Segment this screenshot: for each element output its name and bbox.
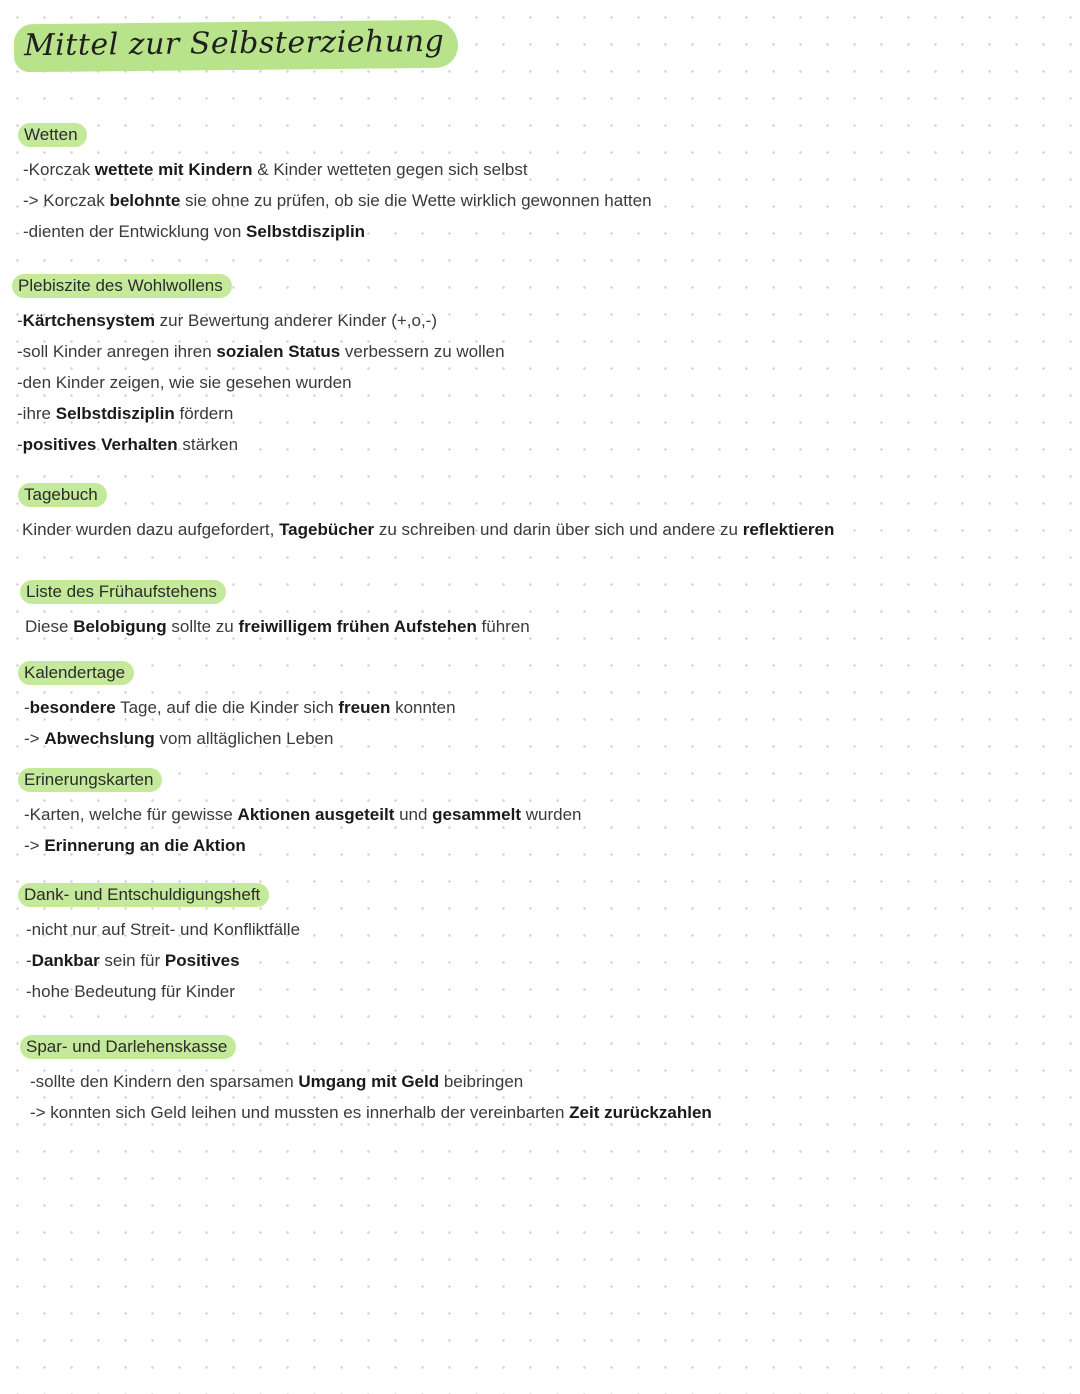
bold-text: Umgang mit Geld (298, 1072, 440, 1091)
text-segment: Tage, auf die die Kinder sich (115, 698, 339, 717)
text-segment: und (394, 805, 433, 824)
text-line (12, 398, 505, 429)
bold-text: gesammelt (432, 805, 521, 824)
bold-text: freiwilligem frühen Aufstehen (238, 617, 477, 636)
bold-text: Tagebücher (279, 520, 375, 539)
text-line (12, 336, 505, 367)
bold-text: Abwechslung (44, 729, 155, 748)
text-line (18, 830, 581, 861)
text-line (12, 305, 505, 336)
text-segment: -> Korczak (23, 191, 110, 210)
text-line (12, 429, 505, 460)
section-heading: Liste des Frühaufstehens (20, 580, 226, 604)
bold-text: Belobigung (73, 617, 167, 636)
text-segment: wurden (521, 805, 582, 824)
section-erinerungskarten (18, 768, 581, 861)
text-segment: Diese (25, 617, 74, 636)
text-segment: fördern (174, 404, 234, 423)
text-segment: -nicht nur auf Streit- und Konfliktfälle (26, 920, 301, 939)
text-segment: -dienten der Entwicklung von (23, 222, 247, 241)
bold-text: Kärtchensystem (22, 311, 155, 330)
text-line (18, 154, 652, 185)
text-segment: stärken (177, 435, 239, 454)
text-segment: -> konnten sich Geld leihen und mussten es innerhalb der vereinbarten (30, 1103, 570, 1122)
text-segment: zur Bewertung anderer Kinder (+,o,-) (154, 311, 438, 330)
section-tagebuch (18, 483, 834, 545)
section-fruehaufstehen (20, 580, 530, 642)
text-segment: konnten (390, 698, 456, 717)
text-segment: beibringen (439, 1072, 524, 1091)
text-line (18, 914, 300, 945)
text-line (20, 611, 530, 642)
bold-text: positives Verhalten (22, 435, 178, 454)
section-dankheft (18, 883, 300, 1007)
section-heading: Spar- und Darlehenskasse (20, 1035, 236, 1059)
text-segment: -sollte den Kindern den sparsamen (30, 1072, 299, 1091)
text-line (18, 692, 456, 723)
text-segment: vom alltäglichen Leben (154, 729, 334, 748)
bold-text: Zeit zurückzahlen (569, 1103, 712, 1122)
bold-text: freuen (338, 698, 391, 717)
text-segment: sollte zu (166, 617, 239, 636)
bold-text: Positives (164, 951, 240, 970)
text-segment: sie ohne zu prüfen, ob sie die Wette wirklich gewonnen hatten (180, 191, 652, 210)
text-segment: -Korczak (23, 160, 95, 179)
bold-text: sozialen Status (216, 342, 341, 361)
text-segment: -> (24, 729, 45, 748)
section-heading: Plebiszite des Wohlwollens (12, 274, 232, 298)
text-segment: & Kinder wetteten gegen sich selbst (252, 160, 528, 179)
text-line (20, 1097, 712, 1128)
bold-text: reflektieren (742, 520, 835, 539)
text-segment: -den Kinder zeigen, wie sie gesehen wurden (17, 373, 352, 392)
section-heading: Wetten (18, 123, 87, 147)
text-line (18, 185, 652, 216)
text-segment: verbessern zu wollen (340, 342, 505, 361)
section-heading: Kalendertage (18, 661, 134, 685)
text-segment: -hohe Bedeutung für Kinder (26, 982, 235, 1001)
text-segment: sein für (99, 951, 165, 970)
bold-text: Aktionen ausgeteilt (237, 805, 395, 824)
text-segment: Kinder wurden dazu aufgefordert, (22, 520, 280, 539)
text-segment: -> (24, 836, 45, 855)
text-line (18, 723, 456, 754)
text-line (12, 367, 505, 398)
text-segment: - (24, 698, 30, 717)
text-segment: -Karten, welche für gewisse (24, 805, 238, 824)
section-sparkasse (20, 1035, 712, 1128)
text-line (18, 976, 300, 1007)
text-segment: -ihre (17, 404, 56, 423)
text-segment: führen (476, 617, 530, 636)
text-segment: - (17, 311, 23, 330)
bold-text: Erinnerung an die Aktion (44, 836, 246, 855)
section-heading: Dank- und Entschuldigungsheft (18, 883, 269, 907)
text-line (18, 514, 834, 545)
text-line (20, 1066, 712, 1097)
text-segment: - (17, 435, 23, 454)
section-heading: Erinerungskarten (18, 768, 162, 792)
bold-text: wettete mit Kindern (94, 160, 253, 179)
bold-text: belohnte (109, 191, 181, 210)
section-wetten (18, 123, 652, 247)
bold-text: Selbstdisziplin (55, 404, 175, 423)
section-plebiszite (12, 274, 505, 460)
section-kalendertage (18, 661, 456, 754)
text-line (18, 216, 652, 247)
bold-text: besondere (29, 698, 116, 717)
text-segment: - (26, 951, 32, 970)
section-heading: Tagebuch (18, 483, 107, 507)
text-segment: -soll Kinder anregen ihren (17, 342, 217, 361)
text-segment: zu schreiben und darin über sich und andere zu (374, 520, 743, 539)
page-title: Mittel zur Selbsterziehung (14, 20, 459, 73)
text-line (18, 945, 300, 976)
bold-text: Selbstdisziplin (246, 222, 366, 241)
bold-text: Dankbar (31, 951, 100, 970)
text-line (18, 799, 581, 830)
